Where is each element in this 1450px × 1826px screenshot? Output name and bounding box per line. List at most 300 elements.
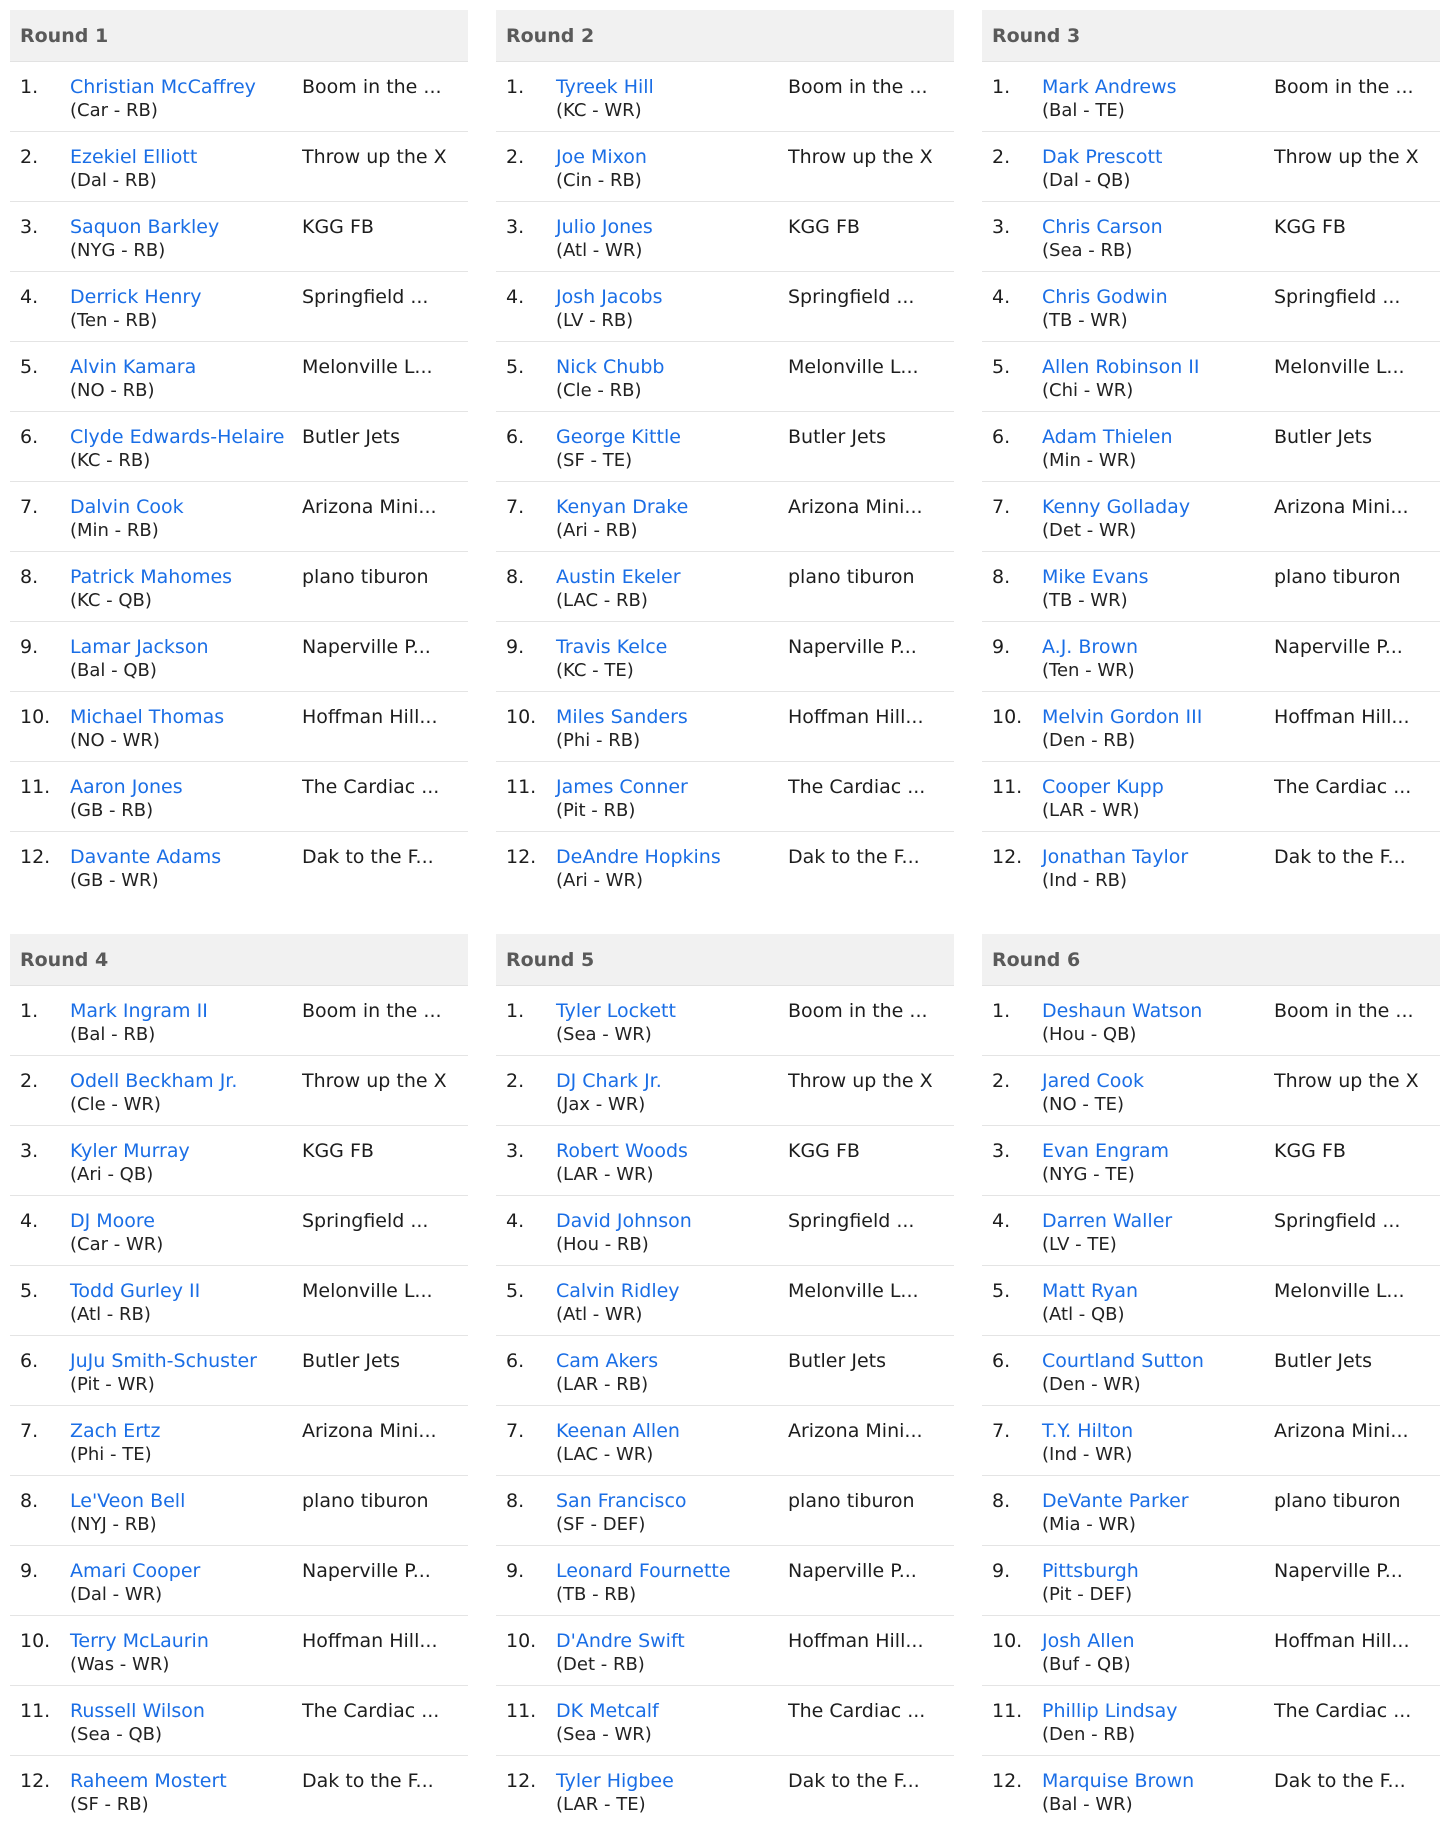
player-name-link[interactable]: DJ Chark Jr.	[556, 1070, 662, 1092]
fantasy-team-name: Dak to the F...	[1274, 846, 1406, 868]
player-cell	[1042, 495, 1274, 551]
pick-number: 12.	[506, 1770, 537, 1792]
fantasy-team-name: Melonville L...	[302, 1280, 433, 1302]
player-name-link[interactable]: Saquon Barkley	[70, 216, 220, 238]
fantasy-team-name: KGG FB	[1274, 1140, 1346, 1162]
fantasy-team-name: Melonville L...	[1274, 356, 1405, 378]
player-name-link[interactable]: Mark Ingram II	[70, 1000, 208, 1022]
player-team-position: (LAR - WR)	[1042, 800, 1140, 821]
player-cell	[556, 145, 788, 201]
player-cell	[1042, 775, 1274, 831]
player-cell	[1042, 999, 1274, 1055]
pick-number: 4.	[20, 1210, 39, 1232]
pick-row	[496, 1266, 954, 1336]
pick-number: 5.	[506, 356, 525, 378]
player-cell	[70, 1209, 302, 1265]
pick-number: 7.	[506, 496, 525, 518]
player-cell	[556, 1209, 788, 1265]
fantasy-team-name: Throw up the X	[1274, 146, 1419, 168]
pick-row	[10, 1756, 468, 1826]
player-name-link[interactable]: Derrick Henry	[70, 286, 202, 308]
round-2-table	[496, 10, 954, 902]
pick-row	[496, 1406, 954, 1476]
pick-row	[496, 986, 954, 1056]
player-cell	[70, 215, 302, 271]
pick-row	[496, 832, 954, 902]
player-name-link[interactable]: Kenyan Drake	[556, 496, 689, 518]
fantasy-team-name: Arizona Mini...	[788, 1420, 923, 1442]
player-name-link[interactable]: Raheem Mostert	[70, 1770, 227, 1792]
player-name-link[interactable]: Mike Evans	[1042, 566, 1149, 588]
player-name-link[interactable]: Julio Jones	[556, 216, 653, 238]
player-team-position: (Dal - WR)	[70, 1584, 163, 1605]
player-cell	[70, 495, 302, 551]
fantasy-team-name: Dak to the F...	[1274, 1770, 1406, 1792]
player-name-link[interactable]: Marquise Brown	[1042, 1770, 1195, 1792]
player-team-position: (Den - WR)	[1042, 1374, 1141, 1395]
player-team-position: (Ten - WR)	[1042, 660, 1135, 681]
pick-row	[982, 342, 1440, 412]
pick-number: 9.	[20, 1560, 39, 1582]
pick-number: 2.	[20, 1070, 39, 1092]
pick-row	[10, 342, 468, 412]
player-cell	[70, 1769, 302, 1826]
player-name-link[interactable]: George Kittle	[556, 426, 681, 448]
pick-number: 4.	[992, 1210, 1011, 1232]
pick-row	[496, 132, 954, 202]
pick-row	[982, 62, 1440, 132]
pick-number: 1.	[992, 76, 1011, 98]
player-team-position: (Was - WR)	[70, 1654, 170, 1675]
pick-row	[10, 62, 468, 132]
player-cell	[70, 1629, 302, 1685]
fantasy-team-name: KGG FB	[788, 216, 860, 238]
pick-row	[982, 986, 1440, 1056]
pick-row	[10, 1476, 468, 1546]
player-name-link[interactable]: Dalvin Cook	[70, 496, 184, 518]
player-team-position: (Atl - RB)	[70, 1304, 151, 1325]
player-team-position: (Sea - WR)	[556, 1724, 652, 1745]
pick-row	[496, 62, 954, 132]
player-name-link[interactable]: Tyler Higbee	[556, 1770, 674, 1792]
player-cell	[1042, 1419, 1274, 1475]
player-name-link[interactable]: DK Metcalf	[556, 1700, 659, 1722]
player-name-link[interactable]: T.Y. Hilton	[1042, 1420, 1134, 1442]
player-team-position: (GB - RB)	[70, 800, 154, 821]
player-team-position: (Den - RB)	[1042, 1724, 1136, 1745]
player-team-position: (TB - WR)	[1042, 310, 1128, 331]
pick-number: 8.	[20, 1490, 39, 1512]
pick-number: 6.	[992, 426, 1011, 448]
player-cell	[70, 425, 302, 481]
player-name-link[interactable]: Jared Cook	[1042, 1070, 1144, 1092]
player-name-link[interactable]: Le'Veon Bell	[70, 1490, 186, 1512]
pick-number: 10.	[506, 706, 537, 728]
pick-row	[982, 1196, 1440, 1266]
pick-number: 11.	[20, 776, 51, 798]
pick-number: 1.	[992, 1000, 1011, 1022]
fantasy-team-name: Butler Jets	[1274, 1350, 1372, 1372]
fantasy-team-name: Springfield ...	[302, 286, 429, 308]
player-name-link[interactable]: James Conner	[556, 776, 688, 798]
pick-row	[496, 1336, 954, 1406]
player-team-position: (Atl - QB)	[1042, 1304, 1125, 1325]
fantasy-team-name: Boom in the ...	[788, 76, 928, 98]
round-header: Round 4	[10, 934, 468, 986]
fantasy-team-name: Springfield ...	[788, 286, 915, 308]
player-name-link[interactable]: Todd Gurley II	[70, 1280, 201, 1302]
player-team-position: (Det - RB)	[556, 1654, 645, 1675]
fantasy-team-name: Throw up the X	[302, 1070, 447, 1092]
player-team-position: (Dal - QB)	[1042, 170, 1131, 191]
player-name-link[interactable]: Evan Engram	[1042, 1140, 1170, 1162]
player-name-link[interactable]: Russell Wilson	[70, 1700, 205, 1722]
player-name-link[interactable]: Amari Cooper	[70, 1560, 201, 1582]
pick-number: 3.	[506, 1140, 525, 1162]
fantasy-team-name: Melonville L...	[1274, 1280, 1405, 1302]
player-team-position: (Sea - RB)	[1042, 240, 1133, 261]
pick-number: 4.	[506, 286, 525, 308]
player-team-position: (Jax - WR)	[556, 1094, 646, 1115]
fantasy-team-name: Springfield ...	[1274, 1210, 1401, 1232]
pick-number: 10.	[992, 706, 1023, 728]
fantasy-team-name: Melonville L...	[788, 356, 919, 378]
pick-row	[496, 1756, 954, 1826]
player-cell	[70, 565, 302, 621]
pick-number: 12.	[992, 1770, 1023, 1792]
fantasy-team-name: Hoffman Hill...	[788, 706, 924, 728]
fantasy-team-name: KGG FB	[1274, 216, 1346, 238]
player-cell	[1042, 635, 1274, 691]
player-cell	[1042, 1279, 1274, 1335]
pick-row	[10, 482, 468, 552]
fantasy-team-name: Throw up the X	[1274, 1070, 1419, 1092]
player-name-link[interactable]: A.J. Brown	[1042, 636, 1139, 658]
player-cell	[1042, 845, 1274, 902]
player-name-link[interactable]: Leonard Fournette	[556, 1560, 731, 1582]
player-name-link[interactable]: Kenny Golladay	[1042, 496, 1191, 518]
player-name-link[interactable]: Cooper Kupp	[1042, 776, 1164, 798]
player-name-link[interactable]: Lamar Jackson	[70, 636, 209, 658]
player-cell	[70, 75, 302, 131]
round-row	[10, 934, 1440, 1826]
pick-row	[982, 692, 1440, 762]
player-cell	[556, 75, 788, 131]
player-name-link[interactable]: Zach Ertz	[70, 1420, 161, 1442]
player-cell	[1042, 425, 1274, 481]
fantasy-team-name: Naperville P...	[302, 636, 431, 658]
pick-number: 6.	[20, 426, 39, 448]
pick-row	[10, 1406, 468, 1476]
fantasy-team-name: Arizona Mini...	[302, 1420, 437, 1442]
player-cell	[70, 1069, 302, 1125]
player-name-link[interactable]: Kyler Murray	[70, 1140, 190, 1162]
pick-number: 10.	[506, 1630, 537, 1652]
fantasy-team-name: Boom in the ...	[788, 1000, 928, 1022]
pick-number: 8.	[992, 1490, 1011, 1512]
player-name-link[interactable]: Alvin Kamara	[70, 356, 197, 378]
player-name-link[interactable]: Nick Chubb	[556, 356, 665, 378]
fantasy-team-name: Hoffman Hill...	[788, 1630, 924, 1652]
fantasy-team-name: Hoffman Hill...	[1274, 706, 1410, 728]
player-cell	[556, 1489, 788, 1545]
player-team-position: (Hou - QB)	[1042, 1024, 1137, 1045]
player-name-link[interactable]: Austin Ekeler	[556, 566, 681, 588]
round-6-table	[982, 934, 1440, 1826]
fantasy-team-name: plano tiburon	[302, 1490, 429, 1512]
player-cell	[556, 355, 788, 411]
pick-row	[10, 1686, 468, 1756]
player-cell	[556, 1349, 788, 1405]
fantasy-team-name: The Cardiac ...	[788, 1700, 926, 1722]
player-name-link[interactable]: D'Andre Swift	[556, 1630, 685, 1652]
round-header: Round 1	[10, 10, 468, 62]
fantasy-team-name: Butler Jets	[788, 426, 886, 448]
player-name-link[interactable]: DJ Moore	[70, 1210, 155, 1232]
fantasy-team-name: Springfield ...	[1274, 286, 1401, 308]
player-name-link[interactable]: DeAndre Hopkins	[556, 846, 721, 868]
fantasy-team-name: Dak to the F...	[302, 1770, 434, 1792]
pick-row	[10, 1126, 468, 1196]
pick-row	[982, 1266, 1440, 1336]
pick-number: 10.	[992, 1630, 1023, 1652]
player-name-link[interactable]: DeVante Parker	[1042, 1490, 1189, 1512]
pick-number: 11.	[992, 776, 1023, 798]
fantasy-team-name: Hoffman Hill...	[302, 706, 438, 728]
player-cell	[556, 1139, 788, 1195]
player-cell	[1042, 1069, 1274, 1125]
player-team-position: (Cin - RB)	[556, 170, 642, 191]
player-team-position: (Bal - QB)	[70, 660, 157, 681]
player-team-position: (LV - RB)	[556, 310, 634, 331]
pick-number: 5.	[20, 356, 39, 378]
pick-number: 5.	[506, 1280, 525, 1302]
pick-number: 11.	[506, 776, 537, 798]
player-name-link[interactable]: Chris Godwin	[1042, 286, 1168, 308]
player-team-position: (KC - QB)	[70, 590, 152, 611]
player-name-link[interactable]: Pittsburgh	[1042, 1560, 1139, 1582]
pick-number: 6.	[20, 1350, 39, 1372]
fantasy-team-name: Naperville P...	[1274, 1560, 1403, 1582]
fantasy-team-name: Boom in the ...	[1274, 76, 1414, 98]
player-name-link[interactable]: Cam Akers	[556, 1350, 659, 1372]
pick-number: 7.	[506, 1420, 525, 1442]
player-name-link[interactable]: Ezekiel Elliott	[70, 146, 198, 168]
player-team-position: (Ten - RB)	[70, 310, 158, 331]
pick-number: 1.	[506, 1000, 525, 1022]
pick-row	[10, 1616, 468, 1686]
player-name-link[interactable]: Matt Ryan	[1042, 1280, 1139, 1302]
fantasy-team-name: Springfield ...	[302, 1210, 429, 1232]
pick-number: 8.	[992, 566, 1011, 588]
pick-row	[496, 342, 954, 412]
player-cell	[70, 705, 302, 761]
player-name-link[interactable]: Davante Adams	[70, 846, 222, 868]
pick-number: 4.	[992, 286, 1011, 308]
player-name-link[interactable]: Josh Allen	[1042, 1630, 1135, 1652]
player-name-link[interactable]: JuJu Smith-Schuster	[70, 1350, 257, 1372]
fantasy-team-name: The Cardiac ...	[1274, 1700, 1412, 1722]
player-team-position: (LV - TE)	[1042, 1234, 1117, 1255]
fantasy-team-name: Butler Jets	[788, 1350, 886, 1372]
fantasy-team-name: The Cardiac ...	[302, 1700, 440, 1722]
player-name-link[interactable]: Robert Woods	[556, 1140, 688, 1162]
pick-row	[496, 482, 954, 552]
player-team-position: (NYJ - RB)	[70, 1514, 157, 1535]
player-name-link[interactable]: Tyler Lockett	[556, 1000, 676, 1022]
fantasy-team-name: The Cardiac ...	[302, 776, 440, 798]
pick-row	[982, 1126, 1440, 1196]
player-name-link[interactable]: Jonathan Taylor	[1042, 846, 1189, 868]
pick-number: 12.	[20, 846, 51, 868]
player-team-position: (Phi - RB)	[556, 730, 641, 751]
pick-number: 7.	[20, 1420, 39, 1442]
round-4-table	[10, 934, 468, 1826]
player-cell	[556, 1769, 788, 1826]
player-name-link[interactable]: Clyde Edwards-Helaire	[70, 426, 285, 448]
round-header: Round 5	[496, 934, 954, 986]
pick-row	[496, 1616, 954, 1686]
player-name-link[interactable]: Miles Sanders	[556, 706, 688, 728]
player-name-link[interactable]: Michael Thomas	[70, 706, 225, 728]
round-row	[10, 10, 1440, 902]
player-cell	[1042, 285, 1274, 341]
player-name-link[interactable]: Odell Beckham Jr.	[70, 1070, 238, 1092]
player-team-position: (Det - WR)	[1042, 520, 1137, 541]
fantasy-team-name: plano tiburon	[788, 566, 915, 588]
player-name-link[interactable]: San Francisco	[556, 1490, 687, 1512]
player-team-position: (Pit - DEF)	[1042, 1584, 1133, 1605]
player-name-link[interactable]: David Johnson	[556, 1210, 692, 1232]
pick-row	[10, 1546, 468, 1616]
player-name-link[interactable]: Keenan Allen	[556, 1420, 680, 1442]
player-team-position: (Ind - RB)	[1042, 870, 1127, 891]
pick-number: 2.	[20, 146, 39, 168]
player-team-position: (Min - RB)	[70, 520, 159, 541]
player-cell	[70, 1279, 302, 1335]
player-name-link[interactable]: Patrick Mahomes	[70, 566, 233, 588]
pick-number: 4.	[506, 1210, 525, 1232]
pick-number: 9.	[506, 1560, 525, 1582]
player-name-link[interactable]: Dak Prescott	[1042, 146, 1163, 168]
player-name-link[interactable]: Josh Jacobs	[556, 286, 663, 308]
pick-row	[982, 132, 1440, 202]
player-name-link[interactable]: Aaron Jones	[70, 776, 183, 798]
player-team-position: (Phi - TE)	[70, 1444, 152, 1465]
player-name-link[interactable]: Adam Thielen	[1042, 426, 1173, 448]
player-cell	[1042, 1349, 1274, 1405]
pick-row	[10, 1056, 468, 1126]
round-3-table	[982, 10, 1440, 902]
pick-row	[496, 412, 954, 482]
player-name-link[interactable]: Tyreek Hill	[556, 76, 654, 98]
pick-number: 10.	[20, 706, 51, 728]
player-team-position: (Cle - WR)	[70, 1094, 161, 1115]
pick-number: 3.	[20, 216, 39, 238]
player-team-position: (Sea - WR)	[556, 1024, 652, 1045]
fantasy-team-name: Naperville P...	[788, 1560, 917, 1582]
pick-number: 12.	[992, 846, 1023, 868]
player-name-link[interactable]: Allen Robinson II	[1042, 356, 1200, 378]
player-cell	[556, 705, 788, 761]
player-name-link[interactable]: Joe Mixon	[556, 146, 647, 168]
pick-number: 8.	[20, 566, 39, 588]
fantasy-team-name: Butler Jets	[1274, 426, 1372, 448]
player-name-link[interactable]: Chris Carson	[1042, 216, 1163, 238]
player-cell	[556, 1559, 788, 1615]
player-name-link[interactable]: Courtland Sutton	[1042, 1350, 1204, 1372]
player-cell	[556, 999, 788, 1055]
player-team-position: (LAC - RB)	[556, 590, 648, 611]
player-name-link[interactable]: Melvin Gordon III	[1042, 706, 1203, 728]
fantasy-team-name: Hoffman Hill...	[1274, 1630, 1410, 1652]
pick-number: 9.	[506, 636, 525, 658]
player-cell	[1042, 1699, 1274, 1755]
fantasy-team-name: Throw up the X	[302, 146, 447, 168]
player-team-position: (Atl - WR)	[556, 1304, 643, 1325]
player-team-position: (Chi - WR)	[1042, 380, 1134, 401]
player-name-link[interactable]: Darren Waller	[1042, 1210, 1173, 1232]
pick-number: 9.	[992, 1560, 1011, 1582]
player-name-link[interactable]: Deshaun Watson	[1042, 1000, 1203, 1022]
player-team-position: (Buf - QB)	[1042, 1654, 1131, 1675]
pick-number: 11.	[992, 1700, 1023, 1722]
player-cell	[556, 215, 788, 271]
pick-number: 2.	[992, 146, 1011, 168]
pick-number: 12.	[20, 1770, 51, 1792]
player-team-position: (NO - WR)	[70, 730, 160, 751]
pick-row	[982, 552, 1440, 622]
fantasy-team-name: Dak to the F...	[302, 846, 434, 868]
player-name-link[interactable]: Phillip Lindsay	[1042, 1700, 1178, 1722]
round-1-table	[10, 10, 468, 902]
pick-number: 11.	[20, 1700, 51, 1722]
fantasy-team-name: Boom in the ...	[302, 1000, 442, 1022]
player-team-position: (Car - WR)	[70, 1234, 164, 1255]
player-name-link[interactable]: Terry McLaurin	[70, 1630, 209, 1652]
fantasy-team-name: The Cardiac ...	[1274, 776, 1412, 798]
pick-number: 1.	[20, 76, 39, 98]
pick-number: 5.	[992, 356, 1011, 378]
fantasy-team-name: Throw up the X	[788, 1070, 933, 1092]
player-name-link[interactable]: Christian McCaffrey	[70, 76, 256, 98]
pick-number: 6.	[992, 1350, 1011, 1372]
round-header: Round 6	[982, 934, 1440, 986]
round-5-table	[496, 934, 954, 1826]
player-team-position: (Ari - RB)	[556, 520, 638, 541]
player-name-link[interactable]: Mark Andrews	[1042, 76, 1177, 98]
player-cell	[556, 1699, 788, 1755]
pick-row	[10, 132, 468, 202]
pick-row	[496, 622, 954, 692]
player-cell	[70, 355, 302, 411]
player-name-link[interactable]: Travis Kelce	[556, 636, 668, 658]
pick-row	[10, 412, 468, 482]
player-team-position: (Cle - RB)	[556, 380, 642, 401]
pick-number: 1.	[506, 76, 525, 98]
player-cell	[1042, 1769, 1274, 1826]
player-team-position: (Pit - RB)	[556, 800, 636, 821]
player-cell	[70, 999, 302, 1055]
player-team-position: (KC - TE)	[556, 660, 634, 681]
pick-row	[982, 832, 1440, 902]
fantasy-team-name: Naperville P...	[1274, 636, 1403, 658]
fantasy-team-name: Melonville L...	[788, 1280, 919, 1302]
player-name-link[interactable]: Calvin Ridley	[556, 1280, 680, 1302]
player-cell	[70, 1699, 302, 1755]
player-cell	[70, 635, 302, 691]
player-team-position: (NYG - TE)	[1042, 1164, 1135, 1185]
